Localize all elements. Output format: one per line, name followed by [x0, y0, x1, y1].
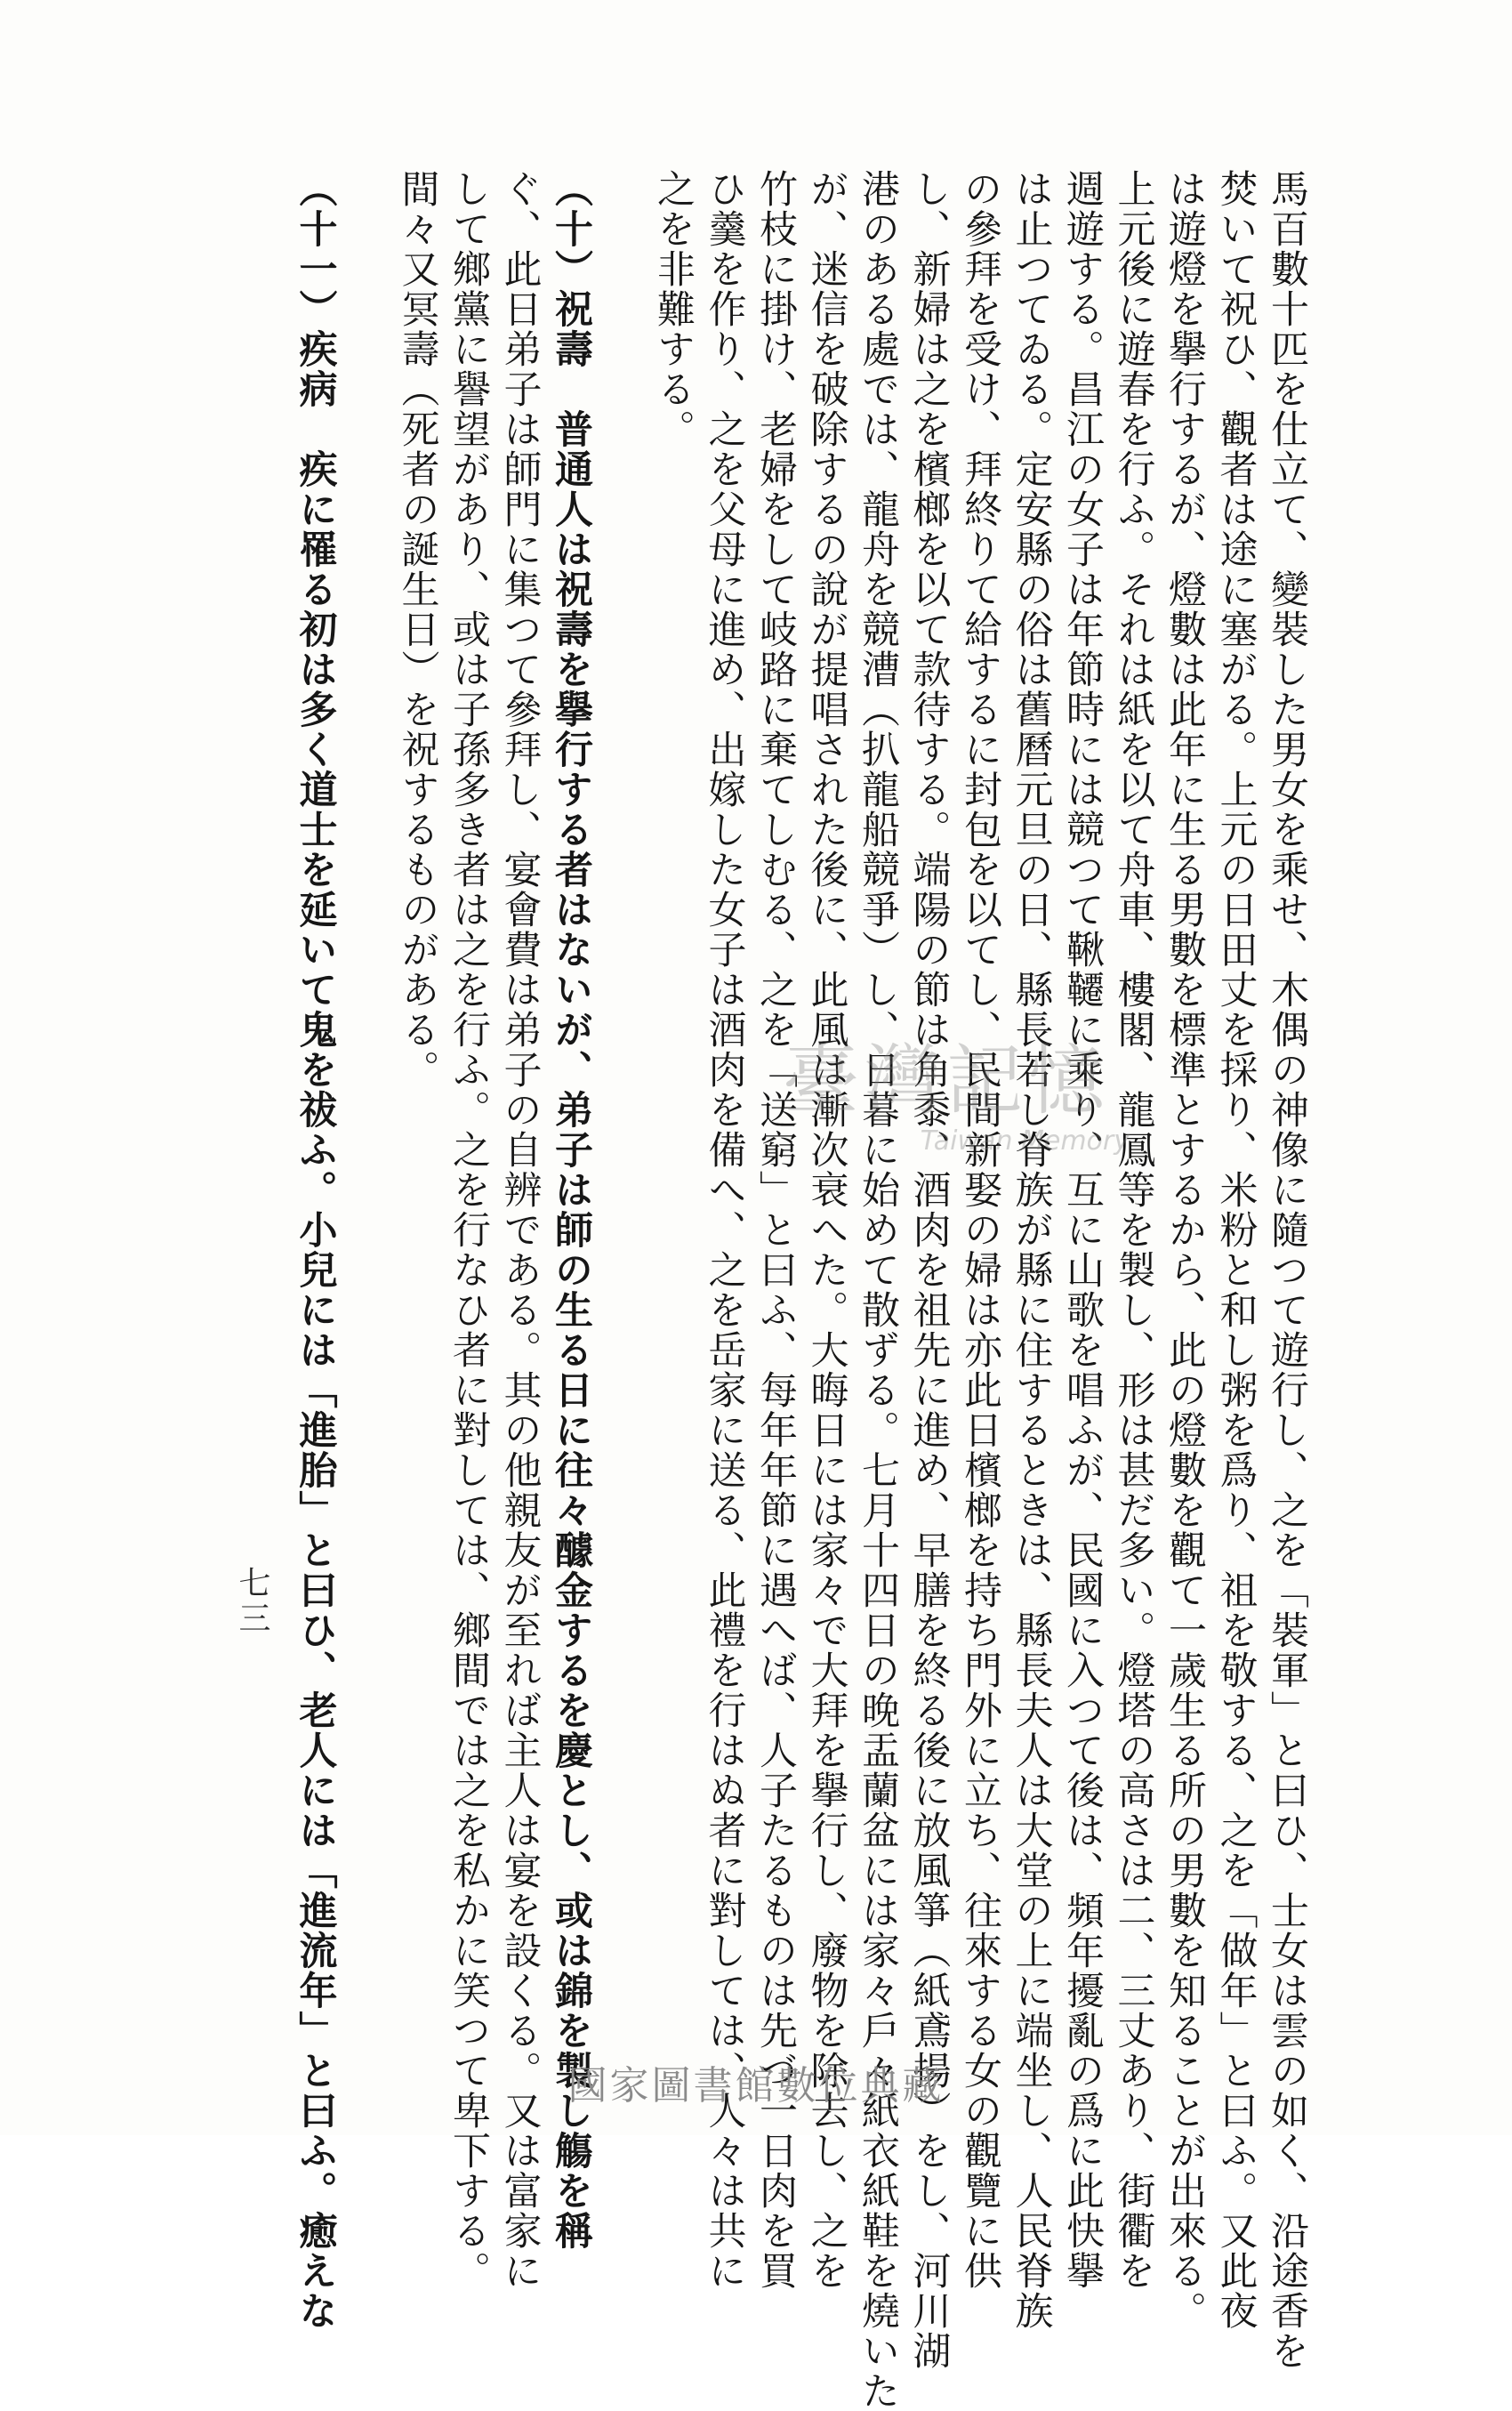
text-column: 竹枝に掛け、老婦をして岐路に棄てしむる、之を「送窮」と曰ふ、每年年節に遇へば、人子たるものは先づ一日肉を買 [753, 169, 798, 2291]
text-column: して鄉黨に譽望があり、或は子孫多き者は之を行ふ。之を行なひ者に對しては、鄉間では之を私かに笑つて卑下する。 [446, 169, 491, 2291]
watermark-title: 臺灣記憶 [783, 1036, 1110, 1125]
section-heading-column: （十）祝壽 普通人は祝壽を擧行する者はないが、弟子は師の生る日に往々醵金するを慶とし、或は錦を製し觴を稱 [549, 169, 593, 2251]
section-heading-column: （十一）疾病 疾に罹る初は多く道士を延いて鬼を祓ふ。小兒には「進胎」と曰ひ、老人には「進流年」と曰ふ。癒えな [293, 169, 338, 2331]
footer-caption: 國家圖書館數位典藏 [567, 2063, 945, 2109]
text-column: し、新婦は之を檳榔を以て款待する。端陽の節は角黍、酒肉を祖先に進め、早膳を終る後に放風箏（紙鳶揚）をし、河川湖 [906, 169, 952, 2371]
text-column: は遊燈を擧行するが、燈數は此年に生る男數を標準とするから、此の燈數を觀て一歲生る所の男數を知ることが出來る。 [1162, 169, 1207, 2331]
watermark-logo [783, 1036, 1156, 1188]
text-column: の參拜を受け、拜終りて給するに封包を以てし、民間新娶の婦は亦此日檳榔を持ち門外に立ち、往來する女の觀覽に供 [958, 169, 1002, 2291]
text-column: 之を非難する。 [651, 169, 696, 449]
text-column: は止つてゐる。定安縣の俗は舊曆元旦の日、縣長若し脊族が縣に住するときは、縣長夫人は大堂の上に端坐し、人民脊族 [1009, 169, 1054, 2331]
text-column: ぐ、此日弟子は師門に集つて參拜し、宴會費は弟子の自辨である。其の他親友が至れば主人は宴を設くる。又は富家に [497, 169, 543, 2291]
blank-column [341, 169, 392, 1913]
text-column: 馬百數十匹を仕立て、變裝した男女を乘せ、木偶の神像に隨つて遊行し、之を「裝軍」と曰ひ、士女は雲の如く、沿途香を [1265, 169, 1309, 2371]
text-column: 港のある處では、龍舟を競漕（扒龍船競爭）し、日暮に始めて散ずる。七月十四日の晚盂蘭盆には家々戶々紙衣紙鞋を燒いた [856, 169, 900, 2411]
text-column: ひ羹を作り、之を父母に進め、出嫁した女子は酒肉を備へ、之を岳家に送る、此禮を行はぬ者に對しては、人々は共に [702, 169, 747, 2291]
text-column: 焚いて祝ひ、觀者は途に塞がる。上元の日田丈を採り、米粉と和し粥を爲り、祖を敬する、之を「做年」と曰ふ。又此夜 [1213, 169, 1259, 2331]
text-column: 間々又冥壽（死者の誕生日）を祝するものがある。 [395, 169, 440, 1090]
text-column: 上元後に遊春を行ふ。それは紙を以て舟車、樓閣、龍鳳等を製し、形は甚だ多い。燈塔の高さは二、三丈あり、街衢を [1111, 169, 1156, 2291]
page-number: 七三 [234, 1566, 270, 1637]
text-column: 週遊する。昌江の女子は年節時には競つて鞦韆に乘り、互に山歌を唱ふが、民國に入つて後は、頻年擾亂の爲に此快擧 [1060, 169, 1105, 2291]
text-column: が、迷信を破除するの說が提唱された後に、此風は漸次衰へた。大晦日には家々で大拜を擧行し、廢物を除去し、之を [804, 169, 849, 2291]
blank-column [596, 169, 647, 1913]
watermark-subtitle: Taiwan Memory [920, 1125, 1130, 1157]
